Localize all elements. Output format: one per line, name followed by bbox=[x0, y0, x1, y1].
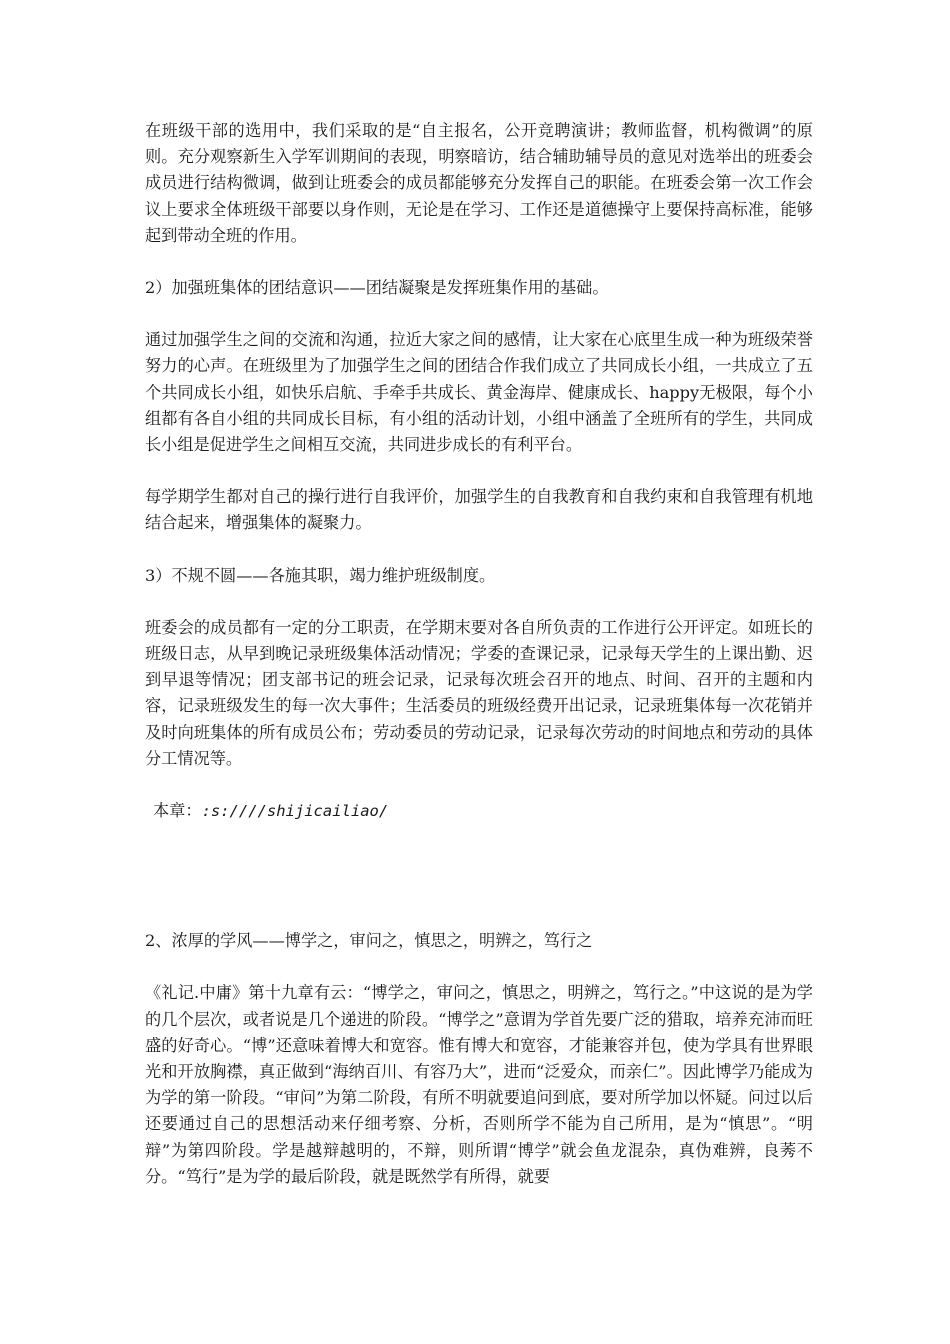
paragraph-committee-duties: 班委会的成员都有一定的分工职责，在学期末要对各自所负责的工作进行公开评定。如班长的班级日志，从早到晚记录班级集体活动情况；学委的查课记录，记录每天学生的上课出勤、迟到早退等情况；团支部书记的班会记录，记录每次班会召开的地点、时间、召开的主题和内容，记录班级发生的每一次大事件；生活委员的班级经费开出记录，记录班集体每一次花销并及时向班集体的所有成员公布；劳动委员的劳动记录，记录每次劳动的时间地点和劳动的具体分工情况等。 bbox=[145, 617, 813, 768]
paragraph-class-cadre-selection: 在班级干部的选用中，我们采取的是“自主报名，公开竞聘演讲；教师监督，机构微调”的原则。充分观察新生入学军训期间的表现，明察暗访，结合辅助辅导员的意见对选举出的班委会成员进行结构微调，做到让班委会的成员都能够充分发挥自己的职能。在班委会第一次工作会议上要求全体班级干部要以身作则，无论是在学习、工作还是道德操守上要保持高标准，能够起到带动全班的作用。 bbox=[145, 121, 813, 245]
document-page bbox=[145, 118, 813, 1216]
source-link[interactable] bbox=[153, 798, 813, 824]
paragraph-self-evaluation: 每学期学生都对自己的操行进行自我评价，加强学生的自我教育和自我约束和自我管理有机地结合起来，增强集体的凝聚力。 bbox=[145, 487, 813, 533]
heading-unity-awareness: 2）加强班集体的团结意识——团结凝聚是发挥班集作用的基础。 bbox=[145, 278, 609, 298]
source-link-label: 本章： bbox=[153, 801, 202, 821]
paragraph-communication: 通过加强学生之间的交流和沟通，拉近大家之间的感情，让大家在心底里生成一种为班级荣誉努力的心声。在班级里为了加强学生之间的团结合作我们成立了共同成长小组，一共成立了五个共同成长小组，如快乐启航、手牵手共成长、黄金海岸、健康成长、happy无极限，每个小组都有各自小组的共同成长目标，有小组的活动计划，小组中涵盖了全班所有的学生，共同成长小组是促进学生之间相互交流，共同进步成长的有利平台。 bbox=[145, 330, 813, 455]
heading-class-rules: 3）不规不圆——各施其职，竭力维护班级制度。 bbox=[145, 565, 496, 585]
spacer bbox=[145, 824, 813, 928]
heading-study-style: 2、浓厚的学风——博学之，审问之，慎思之，明辨之，笃行之 bbox=[145, 931, 593, 951]
paragraph-liji-zhongyong: 《礼记.中庸》第十九章有云：“博学之，审问之，慎思之，明辨之，笃行之。”中这说的是为学的几个层次，或者说是几个递进的阶段。“博学之”意谓为学首先要广泛的猎取，培养充沛而旺盛的好奇心。“博”还意味着博大和宽容。惟有博大和宽容，才能兼容并包，使为学具有世界眼光和开放胸襟，真正做到“海纳百川、有容乃大”，进而“泛爱众，而亲仁”。因此博学乃能成为为学的第一阶段。“审问”为第二阶段，有所不明就要追问到底，要对所学加以怀疑。问过以后还要通过自己的思想活动来仔细考察、分析，否则所学不能为自己所用，是为“慎思”。“明辩”为第四阶段。学是越辩越明的，不辩，则所谓“博学”就会鱼龙混杂，真伪难辨，良莠不分。“笃行”是为学的最后阶段，就是既然学有所得，就要 bbox=[145, 983, 813, 1186]
source-link-url[interactable]: :s:////shijicailiao/ bbox=[201, 802, 389, 821]
